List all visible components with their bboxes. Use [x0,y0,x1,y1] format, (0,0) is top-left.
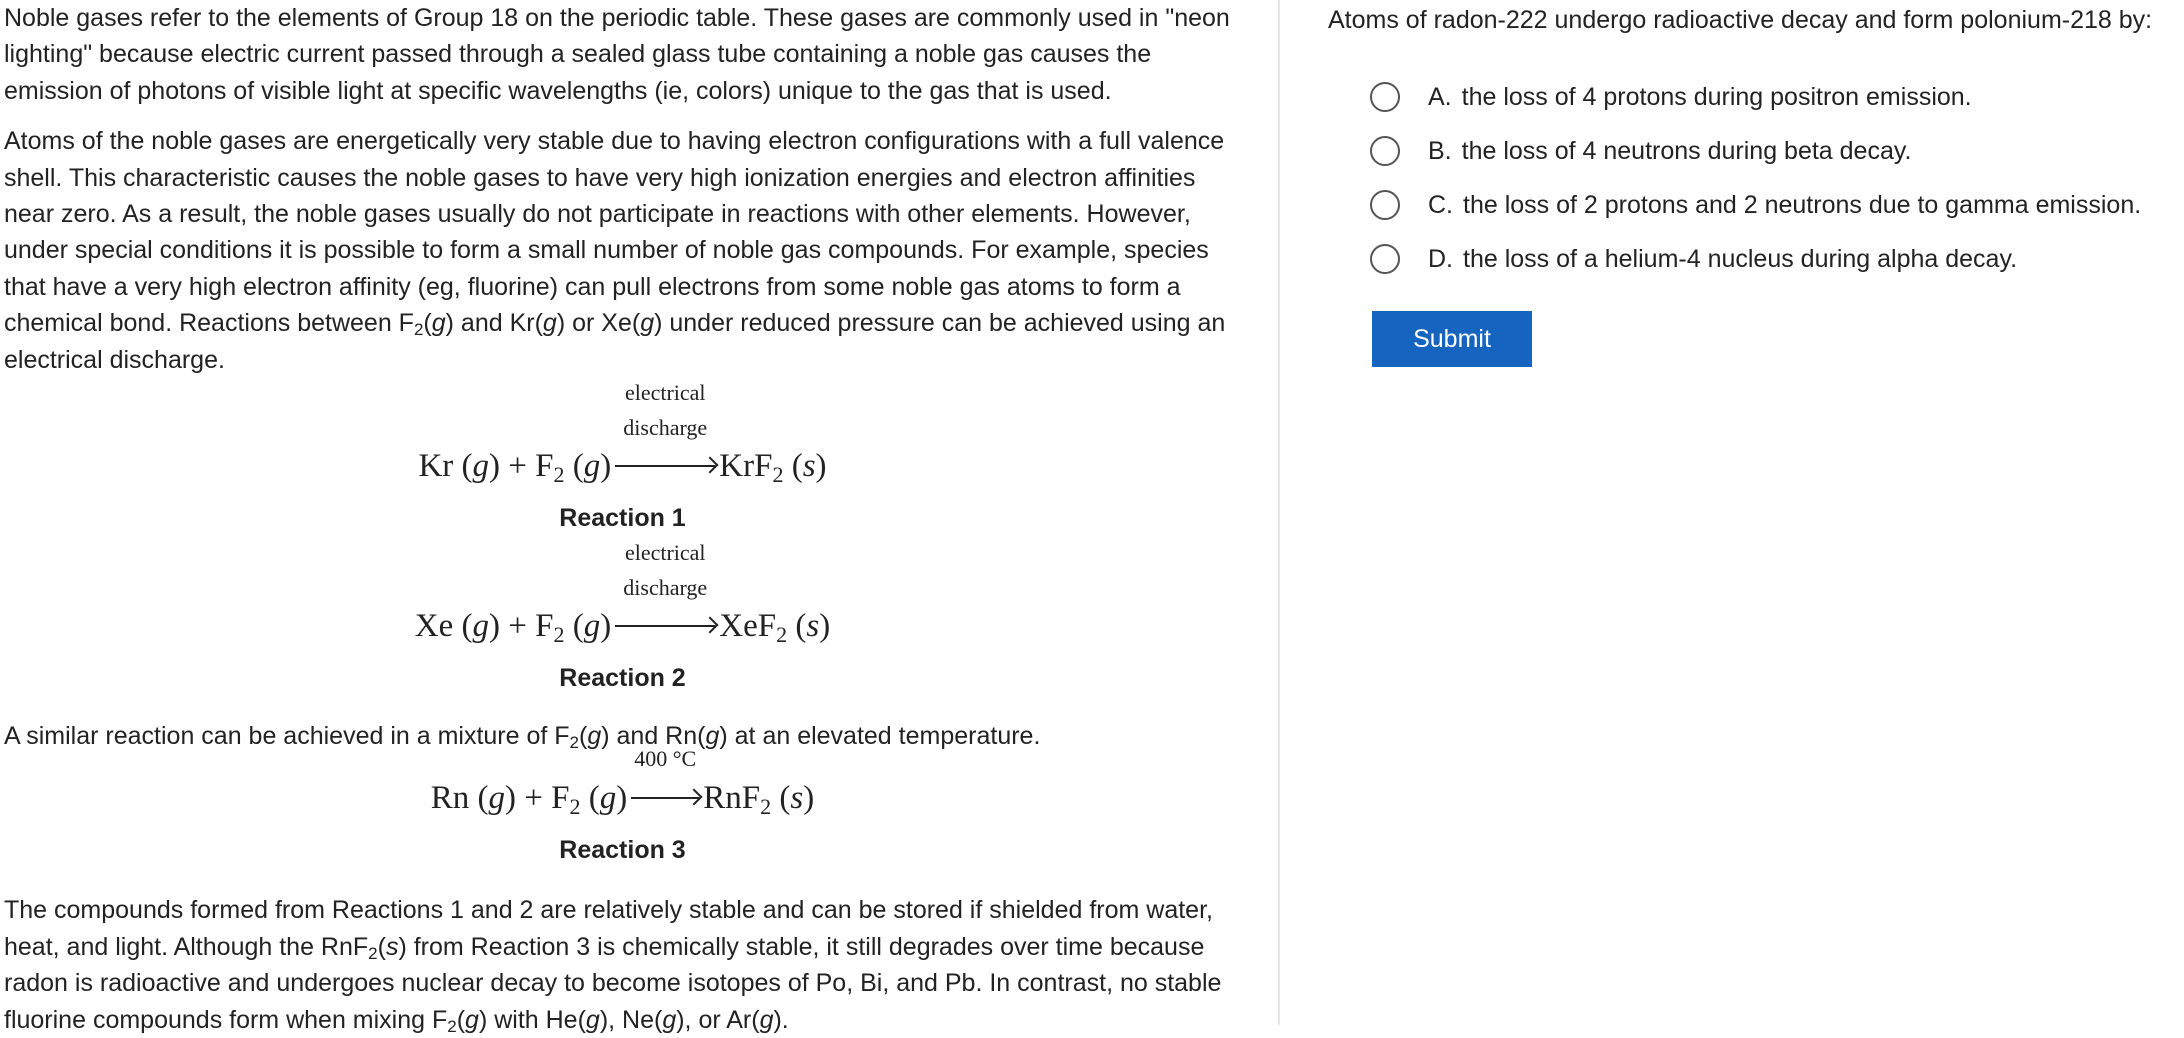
paragraph-1-text: Noble gases refer to the elements of Group 18 on the periodic table. These gases are commonly used in "neon lighting" because electric current passed through a sealed glass tube containing a noble gas causes the emission of photons of visible light at specific wavelengths (ie, colors) unique to the gas that is used. [4,4,1230,105]
choice-b[interactable] [1370,124,2170,178]
state-g: g [542,309,557,338]
answer-choices [1370,70,2170,286]
paren-close: ) [616,780,628,817]
state-g: g [583,448,601,485]
reaction-arrow [615,380,715,485]
state-g: g [705,722,720,751]
choice-text-a: the loss of 4 protons during positron emission. [1461,82,1972,111]
reaction-2-block [0,540,1260,706]
subscript-2: 2 [553,622,565,648]
state-g: g [472,448,490,485]
paren-open: ( [771,780,791,817]
reactant-species: Xe [414,608,454,645]
paren-close: ) [505,780,517,817]
arrow-label-bottom: discharge [623,415,708,441]
paren-open: ( [580,780,600,817]
paren-close: ) [600,448,612,485]
paragraph-4-text-a: The compounds formed from Reactions 1 and 2 are relatively stable and can be stored if shielded from water, heat, and light. Although the RnF [4,896,1213,961]
paren-open: ( [564,608,584,645]
state-s: s [790,780,804,817]
state-g: g [585,1005,600,1034]
radio-button-b[interactable] [1370,136,1400,166]
reaction-1-block [0,380,1260,546]
paragraph-4-text-f: ), Ne( [599,1005,663,1034]
choice-a[interactable] [1370,70,2170,124]
paragraph-4-text-b: ( [377,932,386,961]
product-species: RnF [703,780,761,817]
paren-open: ( [783,448,803,485]
state-g: g [599,780,617,817]
state-g: g [472,608,490,645]
reaction-1-caption: Reaction 1 [559,504,686,533]
plus-fluorine: + F [500,448,554,485]
state-g: g [488,780,506,817]
state-g: g [583,608,601,645]
paragraph-4-text-c: ) from Reaction 3 is chemically stable, it still degrades over time because radon is radioactive and undergoes nuclear decay to become isotopes of Po, Bi, and Pb. In contrast, no stable fluorine compounds form when mixing F [4,932,1222,1034]
choice-d[interactable] [1370,232,2170,286]
plus-fluorine: + F [516,780,570,817]
reaction-3-block [0,746,1260,884]
choice-letter-c: C. [1428,190,1453,219]
state-g: g [431,309,446,338]
state-s: s [385,932,399,961]
subscript-2: 2 [569,733,580,753]
paragraph-2-text-b: ( [423,309,432,338]
subscript-2: 2 [413,320,424,340]
reaction-2-caption: Reaction 2 [559,664,686,693]
passage-paragraph-2 [4,123,1249,378]
paren-close: ) [600,608,612,645]
state-s: s [806,608,820,645]
arrow-icon [615,625,715,627]
paren-open: ( [469,780,489,817]
paragraph-3-text-b: ( [579,722,588,751]
paragraph-2-text-e: ) under reduced pressure can be achieved using an electrical discharge. [4,309,1226,374]
state-g: g [587,722,602,751]
paren-close: ) [819,608,831,645]
choice-letter-b: B. [1428,136,1452,165]
passage-paragraph-1 [4,0,1249,109]
subscript-2: 2 [760,794,772,820]
paragraph-2-text-c: ) and Kr( [445,309,543,338]
paren-close: ) [803,780,815,817]
reaction-1-equation [0,380,1245,488]
plus-fluorine: + F [500,608,554,645]
paragraph-4-text-d: ( [456,1005,466,1034]
reaction-2-equation [0,540,1245,648]
paragraph-4-text-g: ), or Ar( [676,1005,760,1034]
subscript-2: 2 [772,462,784,488]
choice-text-b: the loss of 4 neutrons during beta decay. [1461,136,1912,165]
arrow-icon [615,465,715,467]
submit-button[interactable]: Submit [1372,311,1532,367]
question-stem: Atoms of radon-222 undergo radioactive decay and form polonium-218 by: [1328,6,2153,34]
paren-close: ) [489,608,501,645]
passage-paragraph-4 [4,892,1249,1038]
paren-open: ( [453,448,473,485]
paragraph-4-text-e: ) with He( [478,1005,586,1034]
arrow-icon [631,797,699,799]
passage-paragraph-3 [4,718,1249,754]
choice-text-c: the loss of 2 protons and 2 neutrons due to gamma emission. [1463,190,2142,219]
choice-text-d: the loss of a helium-4 nucleus during alpha decay. [1463,244,2018,273]
paren-close: ) [489,448,501,485]
arrow-label-top: 400 °C [634,746,697,772]
product-species: KrF [719,448,773,485]
reaction-3-caption: Reaction 3 [559,836,686,865]
reaction-arrow [631,746,699,817]
subscript-2: 2 [447,1016,457,1036]
choice-letter-a: A. [1428,82,1452,111]
state-g: g [465,1005,479,1034]
state-g: g [640,309,655,338]
paren-open: ( [453,608,473,645]
paragraph-3-text-c: ) and Rn( [601,722,706,751]
arrow-label-bottom: discharge [623,575,708,601]
paragraph-3-text-d: ) at an elevated temperature. [719,722,1041,751]
state-g: g [662,1005,677,1034]
radio-button-d[interactable] [1370,244,1400,274]
question-panel [1280,0,2184,1025]
subscript-2: 2 [569,794,581,820]
paragraph-4-text-h: ). [773,1005,789,1034]
radio-button-c[interactable] [1370,190,1400,220]
state-g: g [759,1005,774,1034]
subscript-2: 2 [776,622,788,648]
paragraph-2-text-d: ) or Xe( [556,309,641,338]
choice-letter-d: D. [1428,244,1453,273]
choice-c[interactable] [1370,178,2170,232]
arrow-label-top: electrical [624,380,706,406]
paragraph-2-text-a: Atoms of the noble gases are energetically very stable due to having electron configurations with a full valence shell. This characteristic causes the noble gases to have very high ionization energies and electron affinities near zero. As a result, the noble gases usually do not participate in reactions with other elements. However, under special conditions it is possible to form a small number of noble gas compounds. For example, species that have a very high electron affinity (eg, fluorine) can pull electrons from some noble gas atoms to form a chemical bond. Reactions between F [4,127,1225,338]
reaction-3-equation [0,746,1245,820]
paren-close: ) [815,448,827,485]
paren-open: ( [787,608,807,645]
paren-open: ( [564,448,584,485]
reactant-species: Kr [418,448,454,485]
product-species: XeF [719,608,777,645]
reaction-arrow [615,540,715,645]
arrow-label-top: electrical [624,540,706,566]
reactant-species: Rn [430,780,470,817]
subscript-2: 2 [368,943,378,963]
radio-button-a[interactable] [1370,82,1400,112]
paragraph-3-text-a: A similar reaction can be achieved in a mixture of F [4,722,570,751]
state-s: s [802,448,816,485]
subscript-2: 2 [553,462,565,488]
